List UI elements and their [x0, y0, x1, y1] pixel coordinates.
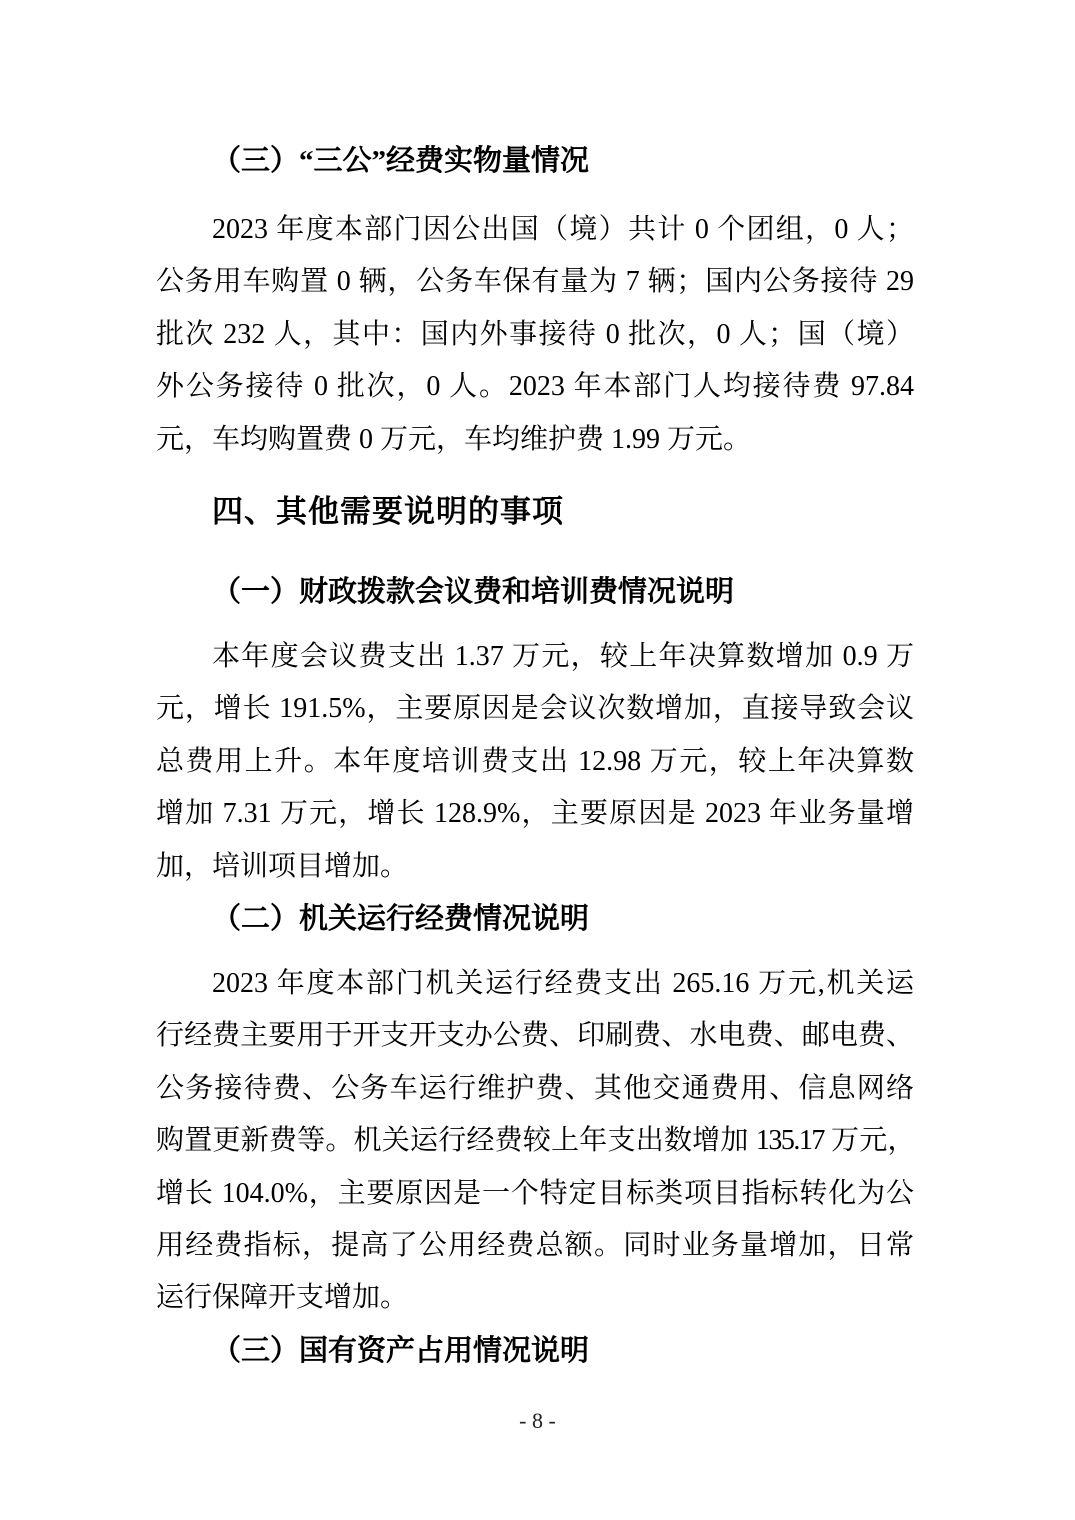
heading-state-owned-assets: （三）国有资产占用情况说明: [212, 1335, 590, 1367]
body-line: 加，培训项目增加。: [156, 850, 409, 882]
body-line: 外公务接待 0 批次，0 人。2023 年本部门人均接待费 97.84: [156, 371, 914, 403]
body-line: 运行保障开支增加。: [156, 1282, 409, 1314]
heading-other-matters: 四、其他需要说明的事项: [212, 494, 564, 529]
body-line: 本年度会议费支出 1.37 万元，较上年决算数增加 0.9 万: [212, 641, 914, 672]
body-line: 2023 年度本部门因公出国（境）共计 0 个团组，0 人；: [212, 214, 914, 245]
body-line: 增加 7.31 万元，增长 128.9%，主要原因是 2023 年业务量增: [156, 798, 914, 830]
paragraph-three-public: [156, 204, 914, 466]
body-line: 公务接待费、公务车运行维护费、其他交通费用、信息网络: [156, 1072, 914, 1104]
heading-meeting-training-fee: （一）财政拨款会议费和培训费情况说明: [212, 576, 735, 608]
body-line: 元，车均购置费 0 万元，车均维护费 1.99 万元。: [156, 423, 752, 455]
body-line: 元，增长 191.5%，主要原因是会议次数增加，直接导致会议: [156, 693, 914, 725]
paragraph-meeting-training: [156, 631, 914, 893]
body-line: 购置更新费等。机关运行经费较上年支出数增加 135.17 万元，: [156, 1125, 914, 1157]
body-line: 总费用上升。本年度培训费支出 12.98 万元，较上年决算数: [156, 745, 914, 777]
heading-agency-operating-expense: （二）机关运行经费情况说明: [212, 903, 590, 935]
body-line: 批次 232 人，其中：国内外事接待 0 批次，0 人；国（境）: [156, 318, 914, 350]
paragraph-operating-expense: [156, 958, 914, 1325]
body-line: 公务用车购置 0 辆，公务车保有量为 7 辆；国内公务接待 29: [156, 266, 914, 298]
body-line: 用经费指标，提高了公用经费总额。同时业务量增加，日常: [156, 1229, 914, 1261]
body-line: 行经费主要用于开支开支办公费、印刷费、水电费、邮电费、: [156, 1020, 914, 1052]
heading-three-public-expense-physical: （三）“三公”经费实物量情况: [212, 145, 590, 177]
body-line: 2023 年度本部门机关运行经费支出 265.16 万元,机关运: [212, 968, 914, 999]
page-number: - 8 -: [519, 1408, 556, 1433]
body-line: 增长 104.0%，主要原因是一个特定目标类项目指标转化为公: [156, 1177, 914, 1209]
